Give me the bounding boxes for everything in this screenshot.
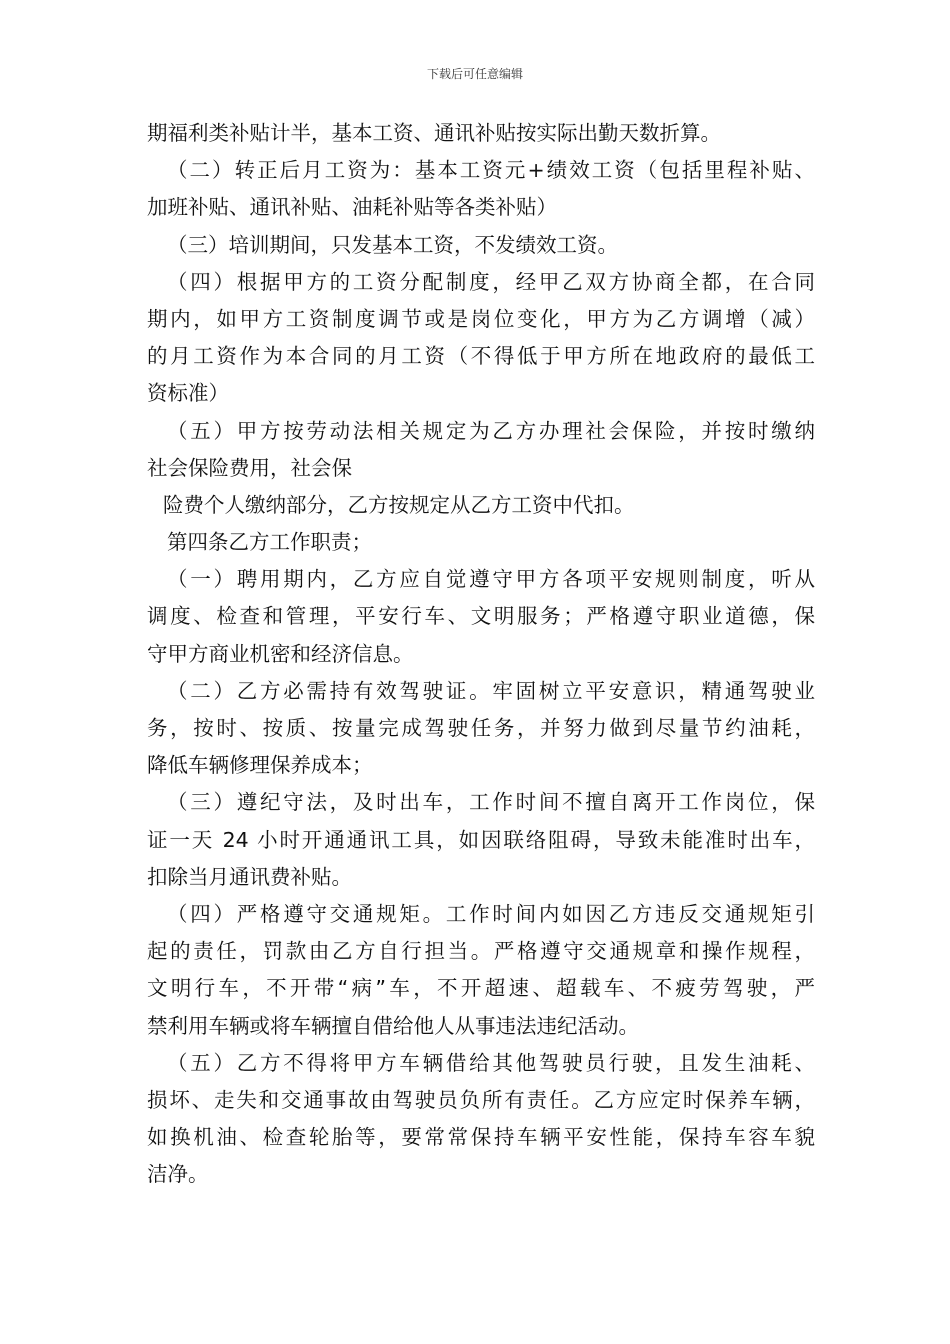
header-note: 下载后可任意编辑 xyxy=(426,67,523,81)
text-line: （二）转正后月工资为：基本工资元+绩效工资（包括里程补贴、 xyxy=(167,158,815,183)
text-line: 资标准） xyxy=(147,381,229,406)
document-body xyxy=(147,115,815,1193)
text-line: （三）培训期间，只发基本工资，不发绩效工资。 xyxy=(167,232,618,257)
text-line: 文明行车，不开带“病”车，不开超速、超载车、不疲劳驾驶，严 xyxy=(147,976,815,1001)
text-line: 险费个人缴纳部分，乙方按规定从乙方工资中代扣。 xyxy=(163,492,635,517)
text-line: 期内，如甲方工资制度调节或是岗位变化，甲方为乙方调增（减） xyxy=(147,306,815,331)
text-line: 调度、检查和管理，平安行车、文明服务；严格遵守职业道德，保 xyxy=(147,604,815,629)
text-line: 损坏、走失和交通事故由驾驶员负所有责任。乙方应定时保养车辆， xyxy=(147,1087,815,1112)
text-line: （一）聘用期内，乙方应自觉遵守甲方各项平安规则制度，听从 xyxy=(167,567,815,592)
text-line: 如换机油、检查轮胎等，要常常保持车辆平安性能，保持车容车貌 xyxy=(147,1125,815,1150)
text-line: 加班补贴、通讯补贴、油耗补贴等各类补贴） xyxy=(147,195,557,220)
text-line: 守甲方商业机密和经济信息。 xyxy=(147,641,414,666)
text-line: 期福利类补贴计半，基本工资、通讯补贴按实际出勤天数折算。 xyxy=(147,121,721,145)
text-line: 扣除当月通讯费补贴。 xyxy=(147,864,352,889)
text-line: （五）乙方不得将甲方车辆借给其他驾驶员行驶，且发生油耗、 xyxy=(167,1050,815,1075)
text-line: （四）严格遵守交通规矩。工作时间内如因乙方违反交通规矩引 xyxy=(167,901,815,926)
section-heading: 第四条乙方工作职责； xyxy=(167,530,372,555)
text-line: （二）乙方必需持有效驾驶证。牢固树立平安意识，精通驾驶业 xyxy=(167,678,815,703)
text-line: （五）甲方按劳动法相关规定为乙方办理社会保险，并按时缴纳 xyxy=(167,418,815,443)
text-line: 务，按时、按质、按量完成驾驶任务，并努力做到尽量节约油耗， xyxy=(147,716,815,740)
text-line: 证一天 24 小时开通通讯工具，如因联络阻碍，导致未能准时出车， xyxy=(147,827,815,852)
text-line: 洁净。 xyxy=(147,1162,209,1187)
text-line: （三）遵纪守法，及时出车，工作时间不擅自离开工作岗位，保 xyxy=(167,790,815,815)
text-line: 的月工资作为本合同的月工资（不得低于甲方所在地政府的最低工 xyxy=(147,344,815,369)
text-line: 禁利用车辆或将车辆擅自借给他人从事违法违纪活动。 xyxy=(147,1013,639,1038)
text-line: （四）根据甲方的工资分配制度，经甲乙双方协商全都，在合同 xyxy=(167,269,815,294)
text-line: 起的责任，罚款由乙方自行担当。严格遵守交通规章和操作规程， xyxy=(147,939,815,964)
text-line: 社会保险费用，社会保 xyxy=(147,455,352,480)
text-line: 降低车辆修理保养成本； xyxy=(147,753,373,778)
